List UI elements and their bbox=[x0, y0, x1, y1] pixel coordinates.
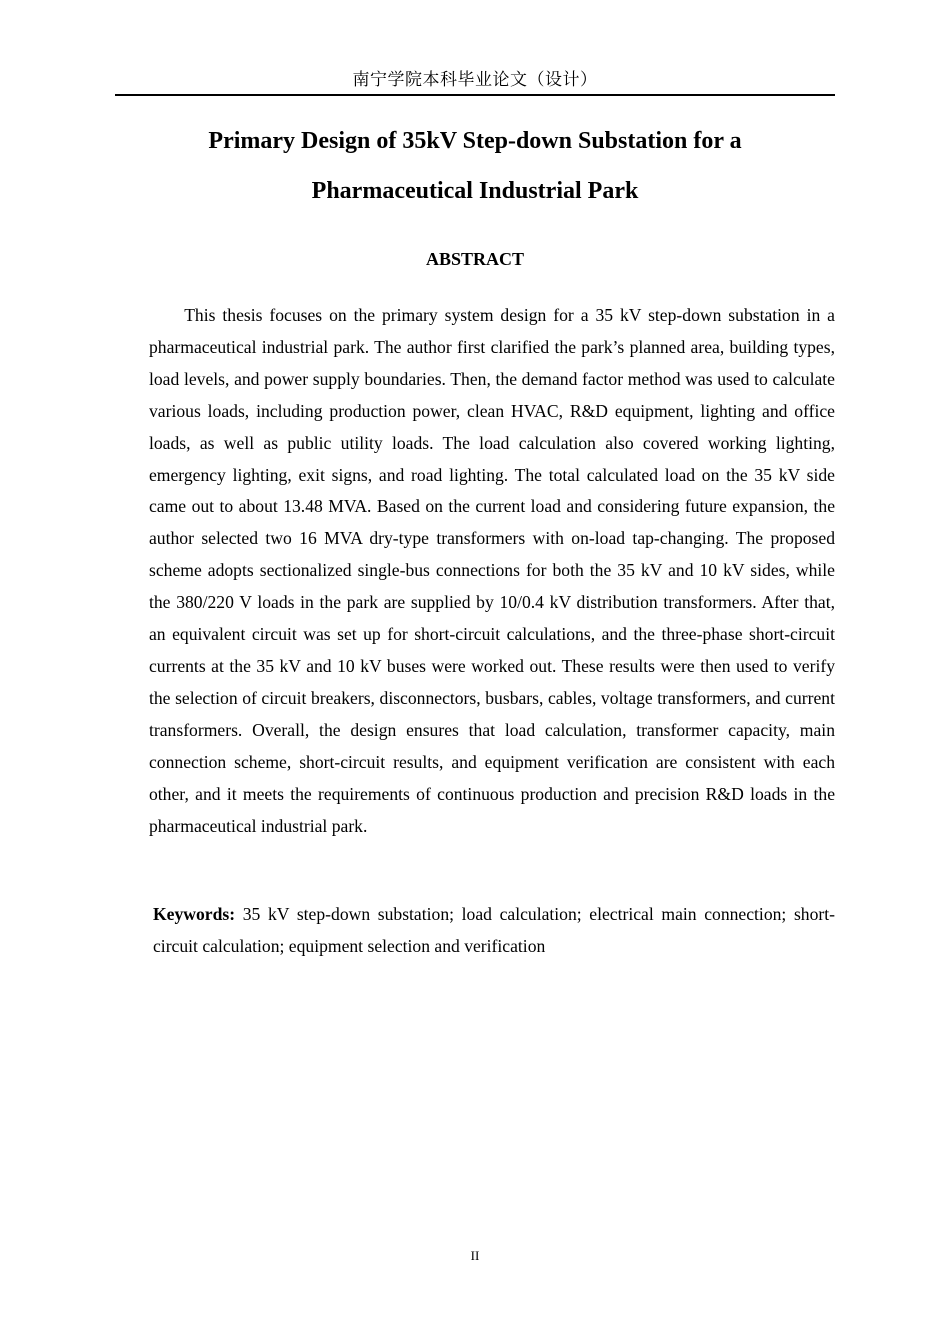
header-rule bbox=[115, 94, 835, 96]
running-header: 南宁学院本科毕业论文（设计） bbox=[352, 70, 598, 90]
keywords-paragraph bbox=[153, 899, 835, 963]
keywords-label: Keywords: bbox=[153, 904, 236, 924]
paper-title bbox=[115, 116, 835, 216]
paper-title-line-2: Pharmaceutical Industrial Park bbox=[311, 178, 639, 204]
page-number: II bbox=[470, 1248, 480, 1263]
paper-title-line-1: Primary Design of 35kV Step-down Substation for a bbox=[208, 128, 742, 154]
keywords-text: 35 kV step-down substation; load calculation; electrical main connection; short-circuit calculation; equipment selection and verification bbox=[153, 904, 835, 956]
abstract-heading: ABSTRACT bbox=[425, 249, 525, 269]
abstract-body: This thesis focuses on the primary system design for a 35 kV step-down substation in a pharmaceutical industrial park. The author first clarified the park’s planned area, building types, load levels, and power supply boundaries. Then, the demand factor method was used to calculate various loads, including production power, clean HVAC, R&D equipment, lighting and office loads, as well as public utility loads. The load calculation also covered working lighting, emergency lighting, exit signs, and road lighting. The total calculated load on the 35 kV side came out to about 13.48 MVA. Based on the current load and considering future expansion, the author selected two 16 MVA dry-type transformers with on-load tap-changing. The proposed scheme adopts sectionalized single-bus connections for both the 35 kV and 10 kV sides, while the 380/220 V loads in the park are supplied by 10/0.4 kV distribution transformers. After that, an equivalent circuit was set up for short-circuit calculations, and the three-phase short-circuit currents at the 35 kV and 10 kV buses were worked out. These results were then used to verify the selection of circuit breakers, disconnectors, busbars, cables, voltage transformers, and current transformers. Overall, the design ensures that load calculation, transformer capacity, main connection scheme, short-circuit results, and equipment verification are consistent with each other, and it meets the requirements of continuous production and precision R&D loads in the pharmaceutical industrial park. bbox=[149, 305, 835, 836]
